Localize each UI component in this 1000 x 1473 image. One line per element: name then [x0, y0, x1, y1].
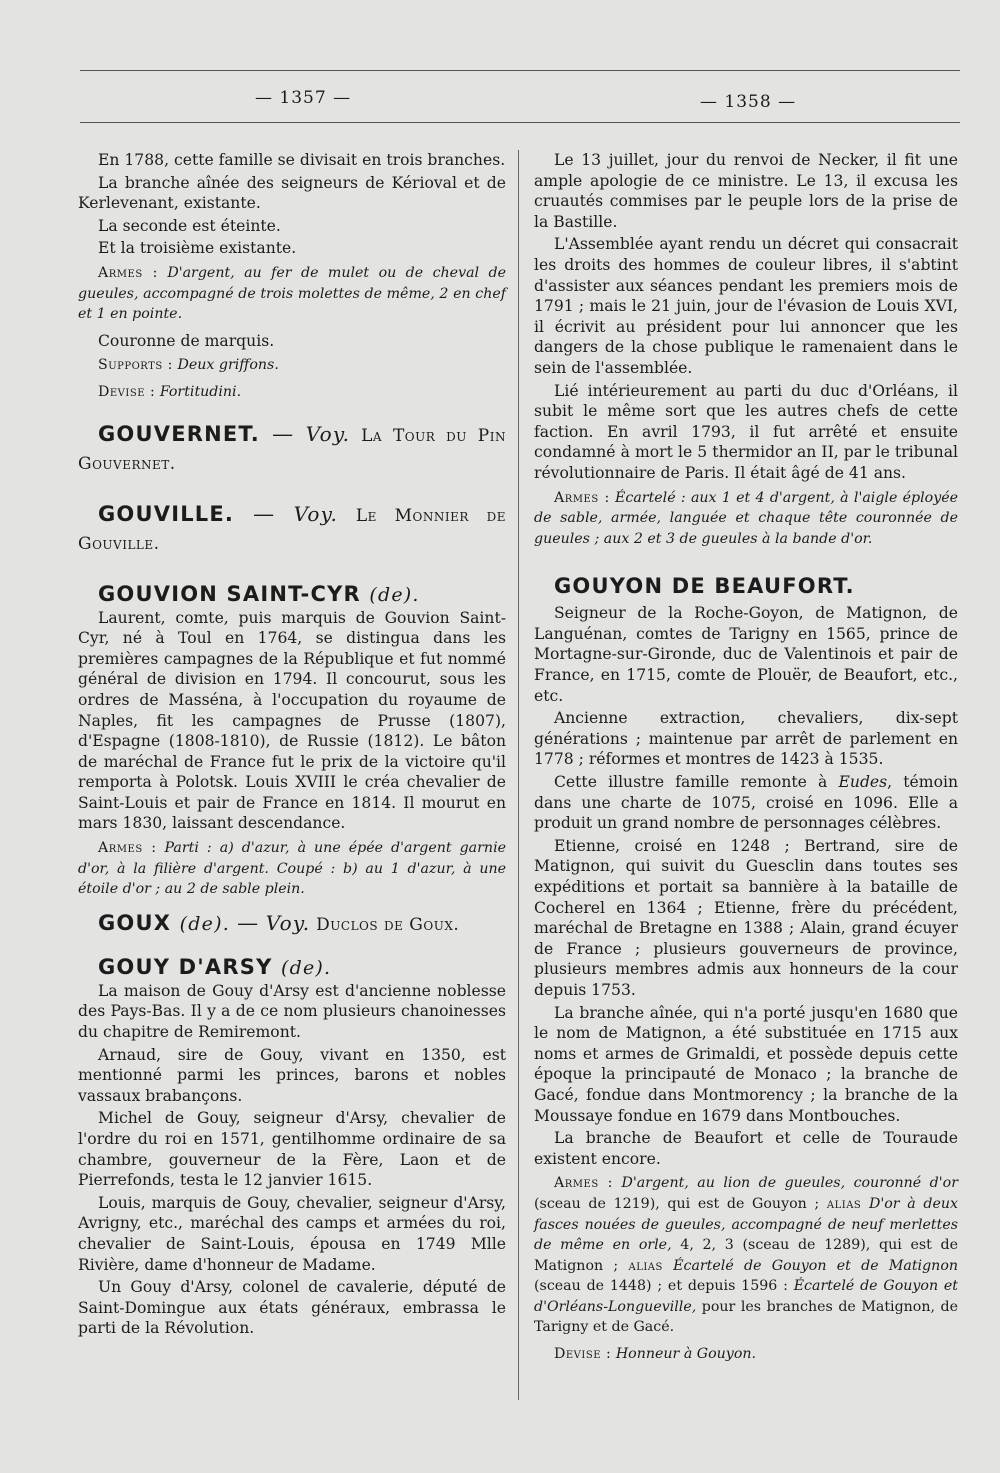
paragraph: Le 13 juillet, jour du renvoi de Necker, il fit une ample apologie de ce ministre. Le 13, il excusa les cruautés commises par le peuple lors de la prise de la Bastille.: [534, 151, 958, 231]
voy: Voy.: [305, 421, 351, 446]
entry-heading-goux: [78, 910, 506, 938]
arms-text: Parti : a) d'azur, à une épée d'argent garnie d'or, à la filière d'argent. Coupé : b) au 1 d'azur, à une étoile d'or ; au 2 de sable plein.: [78, 840, 506, 898]
paragraph: Ancienne extraction, chevaliers, dix-sept générations ; maintenue par arrêt de parlement en 1778 ; réformes et montres de 1423 à 1535.: [534, 709, 958, 769]
entry-name: GOUVION SAINT-CYR: [98, 581, 370, 606]
devise-label: Devise :: [98, 383, 156, 400]
text-run-italic: D'or à deux fasces nouées de gueules, accompagné de neuf merlettes de même en orle,: [534, 1195, 958, 1254]
particle: (de).: [281, 956, 332, 979]
supports-paragraph: [78, 355, 506, 376]
paragraph: La seconde est éteinte.: [98, 216, 281, 235]
devise-paragraph: [78, 382, 506, 403]
paragraph: Louis, marquis de Gouy, chevalier, seigneur d'Arsy, Avrigny, etc., maréchal des camps et armées du roi, chevalier de Saint-Louis, épousa en 1749 Mlle Rivière, dame d'honneur de Madame.: [78, 1193, 506, 1274]
top-rule: [80, 70, 960, 71]
right-column: [534, 150, 958, 1371]
text-run-italic: Eudes: [838, 773, 888, 792]
particle: (de).: [179, 912, 230, 935]
entry-name: GOUX: [98, 910, 180, 935]
entry-name: GOUVILLE.: [98, 501, 235, 526]
devise-text: Fortitudini.: [159, 383, 242, 400]
arms-paragraph: [534, 1173, 958, 1338]
voy: Voy.: [265, 910, 311, 935]
text-run-italic: Écartelé de Gouyon et d'Orléans-Longueville,: [534, 1278, 958, 1315]
right-page-number: — 1358 —: [700, 92, 797, 112]
paragraph: Seigneur de la Roche-Goyon, de Matignon, de Languénan, comtes de Tarigny en 1565, prince de Mortagne-sur-Gironde, duc de Valentinois et pair de France, en 1715, comte de Plouër, de Beaufort, etc., etc.: [534, 604, 958, 705]
paragraph: L'Assemblée ayant rendu un décret qui consacrait les droits des hommes de couleur libres, il s'abtint d'assister aux séances pendant les premiers mois de 1791 ; mais le 21 juin, jour de l'évasion de Louis XVI, il écrivit au président pour lui annoncer que les dangers de la chose publique le ramenaient dans le sein de l'assemblée.: [534, 235, 958, 377]
entry-heading-gouyon: [534, 573, 958, 599]
paragraph: En 1788, cette famille se divisait en trois branches.: [98, 151, 506, 169]
particle: (de).: [369, 583, 420, 606]
paragraph: Un Gouy d'Arsy, colonel de cavalerie, député de Saint-Domingue aux états généraux, embrassa le parti de la Révolution.: [78, 1278, 506, 1338]
arms-text: Écartelé : aux 1 et 4 d'argent, à l'aigle éployée de sable, armée, languée et chaque tête couronnée de gueules ; aux 2 et 3 de gueules à la bande d'or.: [534, 489, 958, 547]
paragraph: Couronne de marquis.: [98, 331, 275, 350]
paragraph: Arnaud, sire de Gouy, vivant en 1350, est mentionné parmi les princes, barons et nobles vassaux brabançons.: [78, 1045, 506, 1105]
alias-label: alias: [826, 1195, 862, 1212]
cross-reference: Le Monnier de Gouville.: [78, 505, 507, 554]
entry-heading-gouville: [78, 501, 506, 557]
left-column: [78, 150, 506, 1341]
cross-reference: La Tour du Pin Gouvernet.: [78, 425, 506, 474]
paragraph: Etienne, croisé en 1248 ; Bertrand, sire de Matignon, qui suivit du Guesclin dans toutes ses expéditions et portait sa bannière à la bataille de Cocherel en 1364 ; Etienne, frère du précédent, maréchal de Bretagne en 1388 ; Alain, grand écuyer de France ; plusieurs gouverneurs de province, plusieurs membres admis aux honneurs de la cour depuis 1753.: [534, 836, 958, 999]
column-divider: [518, 150, 519, 1400]
left-page-number: — 1357 —: [255, 88, 352, 108]
arms-paragraph: [534, 488, 958, 550]
paragraph: [534, 772, 958, 834]
entry-name: GOUVERNET.: [98, 421, 260, 446]
text-run: (sceau de 1219), qui est de Gouyon ;: [534, 1195, 827, 1212]
text-run: Cette illustre famille remonte à: [554, 773, 839, 792]
dash: —: [229, 910, 266, 935]
text-run-italic: Écartelé de Gouyon et de Matignon: [662, 1257, 958, 1274]
text-run: , témoin dans une charte de 1075, croisé en 1096. Elle a produit un grand nombre de personnages célèbres.: [534, 773, 958, 833]
paragraph: La maison de Gouy d'Arsy est d'ancienne noblesse des Pays-Bas. Il y a de ce nom plusieurs chanoinesses du chapitre de Remiremont.: [78, 981, 506, 1042]
devise-label: Devise :: [554, 1346, 612, 1363]
arms-label: Armes :: [554, 1175, 613, 1192]
paragraph: La branche aînée, qui n'a porté jusqu'en 1680 que le nom de Matignon, a été substituée en 1715 aux noms et armes de Grimaldi, et possède depuis cette époque la principauté de Monaco ; la branche de Gacé, fondue dans Montmorency ; la branche de la Moussaye fondue en 1679 dans Montbouches.: [534, 1003, 958, 1125]
entry-heading-gouvernet: [78, 421, 506, 477]
text-run: 4, 2, 3 (sceau de 1289), qui est de Matignon ;: [534, 1237, 958, 1274]
dash: —: [259, 421, 306, 446]
paragraph: La branche de Beaufort et celle de Touraude existent encore.: [534, 1129, 958, 1168]
supports-text: Deux griffons.: [177, 357, 279, 374]
paragraph: La branche aînée des seigneurs de Kérioval et de Kerlevenant, existante.: [78, 173, 506, 213]
entry-heading-gouvion: [78, 581, 506, 608]
arms-label: Armes :: [98, 264, 158, 281]
arms-label: Armes :: [98, 840, 157, 857]
text-run: (sceau de 1448) ; et depuis 1596 :: [534, 1278, 794, 1295]
devise-paragraph: [534, 1344, 958, 1365]
supports-label: Supports :: [98, 357, 173, 374]
header-rule: [80, 122, 960, 123]
entry-heading-gouy: [78, 954, 506, 981]
dash: —: [234, 501, 294, 526]
arms-paragraph: [78, 263, 506, 325]
devise-text: Honneur à Gouyon.: [615, 1346, 757, 1363]
paragraph: Laurent, comte, puis marquis de Gouvion Saint-Cyr, né à Toul en 1764, se distingua dans les premières campagnes de la République et fut nommé général de division en 1794. Il concourut, sous les ordres de Masséna, à l'occupation du royaume de Naples, fit les campagnes de Prusse (1807), d'Espagne (1808-1810), de Russie (1812). Le bâton de maréchal de France fut le prix de la victoire qu'il remporta à Polotsk. Louis XVIII le créa chevalier de Saint-Louis et pair de France en 1814. Il mourut en mars 1830, laissant descendance.: [78, 608, 506, 833]
entry-name: GOUY D'ARSY: [98, 954, 281, 979]
cross-reference: Duclos de Goux.: [310, 914, 460, 935]
arms-text: D'argent, au fer de mulet ou de cheval de gueules, accompagné de trois molettes de même, 2 en chef et 1 en pointe.: [78, 264, 506, 323]
entry-name: GOUYON DE BEAUFORT.: [554, 574, 855, 599]
text-run-italic: D'argent, au lion de gueules, couronné d'or: [621, 1175, 958, 1192]
alias-label: alias: [628, 1257, 663, 1274]
paragraph: Michel de Gouy, seigneur d'Arsy, chevalier de l'ordre du roi en 1571, gentilhomme ordinaire de sa chambre, gouverneur de la Fère, Laon et de Pierrefonds, testa le 12 janvier 1615.: [78, 1109, 506, 1190]
arms-label: Armes :: [554, 489, 610, 506]
arms-paragraph: [78, 838, 506, 900]
paragraph: Lié intérieurement au parti du duc d'Orléans, il subit le même sort que les autres chefs de cette faction. En avril 1793, il fut arrêté et ensuite condamné à mort le 5 thermidor an II, par le tribunal révolutionnaire de Paris. Il était âgé de 41 ans.: [534, 381, 958, 482]
voy: Voy.: [293, 501, 339, 526]
paragraph: Et la troisième existante.: [98, 239, 297, 258]
text-run: pour les branches de Matignon, de Tarigny et de Gacé.: [534, 1298, 958, 1336]
